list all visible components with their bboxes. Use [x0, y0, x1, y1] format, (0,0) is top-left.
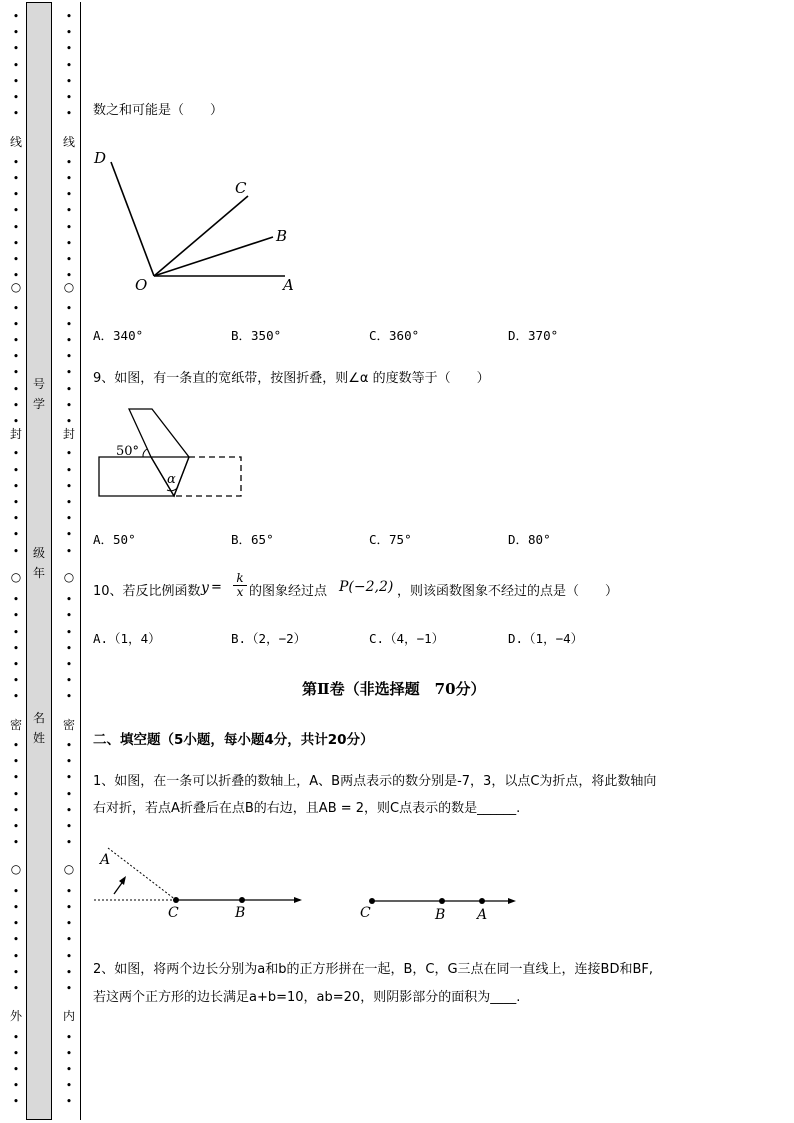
- point-c: [173, 897, 179, 903]
- name-label: [26, 710, 52, 747]
- outer-dot: •: [12, 188, 20, 202]
- q10-point: P(−2,2): [339, 579, 394, 595]
- ray-ob: [154, 237, 273, 276]
- label-c-right: C: [360, 905, 371, 921]
- inner-mark: 密: [62, 718, 75, 732]
- inner-dot: •: [65, 787, 73, 801]
- inner-dot: •: [65, 884, 73, 898]
- inner-dot: •: [65, 755, 73, 769]
- inner-dot: •: [65, 625, 73, 639]
- q10-stem-suffix: ，则该函数图象不经过的点是（ ）: [397, 584, 619, 599]
- label-b: B: [276, 227, 288, 245]
- fill1-line2: 右对折，若点A折叠后在点B的右边，且AB = 2，则C点表示的数是______.: [93, 801, 521, 816]
- outer-dot: •: [12, 609, 20, 623]
- section2-title: 二、填空题（5小题，每小题4分，共计20分）: [93, 732, 374, 748]
- fold-dotted: [108, 848, 176, 900]
- fill2-line2: 若这两个正方形的边长满足a+b=10，ab=20，则阴影部分的面积为____.: [93, 990, 521, 1005]
- outer-dot: •: [12, 544, 20, 558]
- q10-stem-prefix: 10、若反比例函数: [93, 584, 201, 599]
- inner-dot: •: [65, 253, 73, 266]
- binding-line: [80, 2, 81, 1120]
- outer-dot: •: [12, 334, 20, 347]
- inner-dot: •: [65, 172, 73, 185]
- inner-mark: 封: [62, 427, 75, 441]
- inner-dot: •: [65, 1046, 73, 1060]
- outer-dot: •: [12, 155, 20, 169]
- q8-option-b: B．350°: [231, 328, 282, 343]
- outer-dot: •: [12, 803, 20, 817]
- inner-dot: •: [65, 949, 73, 963]
- label-a-left: A: [100, 852, 111, 868]
- inner-mark: 内: [62, 1009, 75, 1023]
- label-a-right: A: [477, 907, 488, 923]
- outer-dot: •: [12, 658, 20, 671]
- grade-label-2: 年: [32, 566, 45, 580]
- inner-dot: •: [65, 690, 73, 704]
- inner-dot: •: [65, 317, 73, 331]
- student-id-label: [26, 376, 52, 413]
- point-b: [239, 897, 245, 903]
- inner-dot: •: [65, 771, 73, 785]
- outer-dot: •: [12, 204, 20, 218]
- student-id-label-1: 号: [32, 377, 45, 391]
- outer-dot: •: [12, 26, 20, 40]
- outer-binding-column: [9, 0, 23, 1123]
- outer-mark: 外: [9, 1009, 22, 1023]
- outer-dot: •: [12, 965, 20, 979]
- outer-dot: •: [12, 771, 20, 785]
- inner-dot: •: [65, 382, 73, 396]
- inner-dot: •: [65, 350, 73, 364]
- inner-dot: •: [65, 415, 73, 428]
- outer-dot: •: [12, 982, 20, 995]
- q9-option-a: A．50°: [93, 532, 136, 547]
- q10-func-eq: =: [211, 580, 222, 595]
- inner-dot: •: [65, 204, 73, 218]
- label-o: O: [135, 276, 148, 294]
- outer-dot: •: [12, 415, 20, 428]
- inner-dot: •: [65, 1063, 73, 1076]
- q8-stem-tail: 数之和可能是（ ）: [93, 103, 224, 118]
- outer-dot: •: [12, 496, 20, 509]
- outer-dot: •: [12, 674, 20, 688]
- outer-dot: •: [12, 528, 20, 542]
- student-id-label-2: 学: [32, 397, 45, 411]
- q8-angle-figure: [90, 145, 310, 300]
- outer-dot: •: [12, 690, 20, 704]
- q9-option-b: B．65°: [231, 532, 274, 547]
- angle-50-arc: [143, 449, 147, 457]
- outer-dot: •: [12, 220, 20, 234]
- grade-label: [26, 545, 52, 582]
- inner-dot: •: [65, 609, 73, 623]
- outer-dot: •: [12, 42, 20, 56]
- inner-dot: •: [65, 301, 73, 315]
- outer-dot: •: [12, 512, 20, 526]
- outer-dot: •: [12, 820, 20, 833]
- inner-dot: •: [65, 528, 73, 542]
- inner-mark: ○: [63, 862, 75, 876]
- q10-func-y: y: [201, 580, 209, 596]
- outer-dot: •: [12, 836, 20, 850]
- q10-option-d: D.（1，−4）: [508, 631, 584, 646]
- inner-dot: •: [65, 982, 73, 995]
- q10-fraction: [233, 572, 247, 599]
- outer-dot: •: [12, 1095, 20, 1109]
- inner-dot: •: [65, 658, 73, 671]
- q9-option-d: D．80°: [508, 532, 551, 547]
- inner-dot: •: [65, 74, 73, 88]
- inner-dot: •: [65, 269, 73, 283]
- inner-dot: •: [65, 334, 73, 347]
- inner-mark: 线: [62, 135, 75, 149]
- outer-dot: •: [12, 884, 20, 898]
- label-c: C: [235, 179, 247, 197]
- inner-mark: ○: [63, 280, 75, 294]
- q10-option-c: C.（4，−1）: [369, 631, 445, 646]
- alpha-label: α: [167, 472, 176, 487]
- outer-mark: ○: [10, 570, 22, 584]
- point-a-folded: [479, 898, 485, 904]
- q10-option-a: A.（1，4）: [93, 631, 161, 646]
- ray-od: [111, 162, 154, 276]
- outer-dot: •: [12, 398, 20, 412]
- outer-dot: •: [12, 107, 20, 121]
- inner-binding-column: [62, 0, 76, 1123]
- q9-option-c: C．75°: [369, 532, 412, 547]
- inner-dot: •: [65, 803, 73, 817]
- inner-dot: •: [65, 933, 73, 947]
- inner-dot: •: [65, 1095, 73, 1109]
- outer-dot: •: [12, 1063, 20, 1076]
- label-c-left: C: [168, 905, 179, 921]
- inner-dot: •: [65, 463, 73, 477]
- outer-dot: •: [12, 269, 20, 283]
- inner-dot: •: [65, 641, 73, 655]
- fold-arrow-head: [119, 876, 126, 885]
- outer-dot: •: [12, 787, 20, 801]
- outer-dot: •: [12, 91, 20, 104]
- inner-dot: •: [65, 91, 73, 104]
- q9-stem: 9、如图，有一条直的宽纸带，按图折叠，则∠α 的度数等于（ ）: [93, 371, 490, 386]
- axis-arrow-right-fig: [508, 898, 516, 904]
- outer-dot: •: [12, 933, 20, 947]
- name-label-1: 名: [32, 711, 45, 725]
- outer-dot: •: [12, 901, 20, 914]
- fill1-number-line-figure: [90, 840, 530, 925]
- label-a: A: [283, 276, 294, 294]
- inner-dot: •: [65, 366, 73, 380]
- outer-dot: •: [12, 949, 20, 963]
- q10-fraction-numerator: k: [233, 572, 247, 586]
- outer-dot: •: [12, 366, 20, 380]
- q8-option-a: A．340°: [93, 328, 144, 343]
- outer-dot: •: [12, 479, 20, 493]
- outer-dot: •: [12, 236, 20, 250]
- inner-dot: •: [65, 220, 73, 234]
- q10-option-b: B.（2，−2）: [231, 631, 307, 646]
- inner-dot: •: [65, 544, 73, 558]
- inner-dot: •: [65, 901, 73, 914]
- outer-dot: •: [12, 755, 20, 769]
- inner-dot: •: [65, 739, 73, 752]
- inner-dot: •: [65, 42, 73, 56]
- inner-dot: •: [65, 479, 73, 493]
- outer-mark: 密: [9, 718, 22, 732]
- q10-fraction-denominator: x: [236, 585, 244, 599]
- point-c-folded: [369, 898, 375, 904]
- dashed-original-part: [174, 457, 241, 496]
- outer-dot: •: [12, 301, 20, 315]
- outer-dot: •: [12, 382, 20, 396]
- axis-arrow-left-fig: [294, 897, 302, 903]
- inner-dot: •: [65, 512, 73, 526]
- outer-dot: •: [12, 350, 20, 364]
- ray-oc: [154, 196, 248, 276]
- fold-line: [174, 457, 189, 496]
- inner-dot: •: [65, 496, 73, 509]
- inner-dot: •: [65, 593, 73, 607]
- outer-mark: 封: [9, 427, 22, 441]
- outer-dot: •: [12, 1030, 20, 1044]
- grade-label-1: 级: [32, 546, 45, 560]
- inner-dot: •: [65, 398, 73, 412]
- inner-dot: •: [65, 10, 73, 23]
- outer-dot: •: [12, 917, 20, 931]
- outer-dot: •: [12, 463, 20, 477]
- outer-mark: ○: [10, 280, 22, 294]
- outer-dot: •: [12, 593, 20, 607]
- inner-dot: •: [65, 188, 73, 202]
- outer-dot: •: [12, 1046, 20, 1060]
- angle-50-label: 50°: [116, 444, 140, 459]
- outer-mark: 线: [9, 135, 22, 149]
- point-b-folded: [439, 898, 445, 904]
- name-label-2: 姓: [32, 731, 45, 745]
- inner-dot: •: [65, 155, 73, 169]
- outer-dot: •: [12, 317, 20, 331]
- inner-dot: •: [65, 1030, 73, 1044]
- inner-dot: •: [65, 236, 73, 250]
- outer-dot: •: [12, 641, 20, 655]
- inner-dot: •: [65, 674, 73, 688]
- inner-dot: •: [65, 917, 73, 931]
- label-d: D: [94, 149, 107, 167]
- outer-mark: ○: [10, 862, 22, 876]
- q8-option-c: C．360°: [369, 328, 420, 343]
- outer-dot: •: [12, 74, 20, 88]
- inner-dot: •: [65, 107, 73, 121]
- outer-dot: •: [12, 58, 20, 72]
- outer-dot: •: [12, 447, 20, 461]
- inner-dot: •: [65, 26, 73, 40]
- inner-dot: •: [65, 58, 73, 72]
- inner-dot: •: [65, 447, 73, 461]
- outer-dot: •: [12, 172, 20, 185]
- label-b-right: B: [435, 907, 446, 923]
- q10-stem-mid: 的图象经过点: [249, 584, 328, 599]
- inner-dot: •: [65, 1079, 73, 1093]
- outer-dot: •: [12, 625, 20, 639]
- label-b-left: B: [235, 905, 246, 921]
- inner-mark: ○: [63, 570, 75, 584]
- inner-dot: •: [65, 820, 73, 833]
- outer-dot: •: [12, 10, 20, 23]
- fill2-line1: 2、如图，将两个边长分别为a和b的正方形拼在一起，B，C，G三点在同一直线上，连接BD和BF,: [93, 962, 654, 977]
- q9-folded-strip-figure: [95, 405, 250, 501]
- inner-dot: •: [65, 965, 73, 979]
- inner-dot: •: [65, 836, 73, 850]
- part2-title: 第Ⅱ卷（非选择题 70分）: [302, 680, 486, 698]
- outer-dot: •: [12, 253, 20, 266]
- outer-dot: •: [12, 1079, 20, 1093]
- fill1-line1: 1、如图，在一条可以折叠的数轴上，A、B两点表示的数分别是-7，3，以点C为折点，将此数轴向: [93, 774, 657, 789]
- q8-option-d: D．370°: [508, 328, 559, 343]
- outer-dot: •: [12, 739, 20, 752]
